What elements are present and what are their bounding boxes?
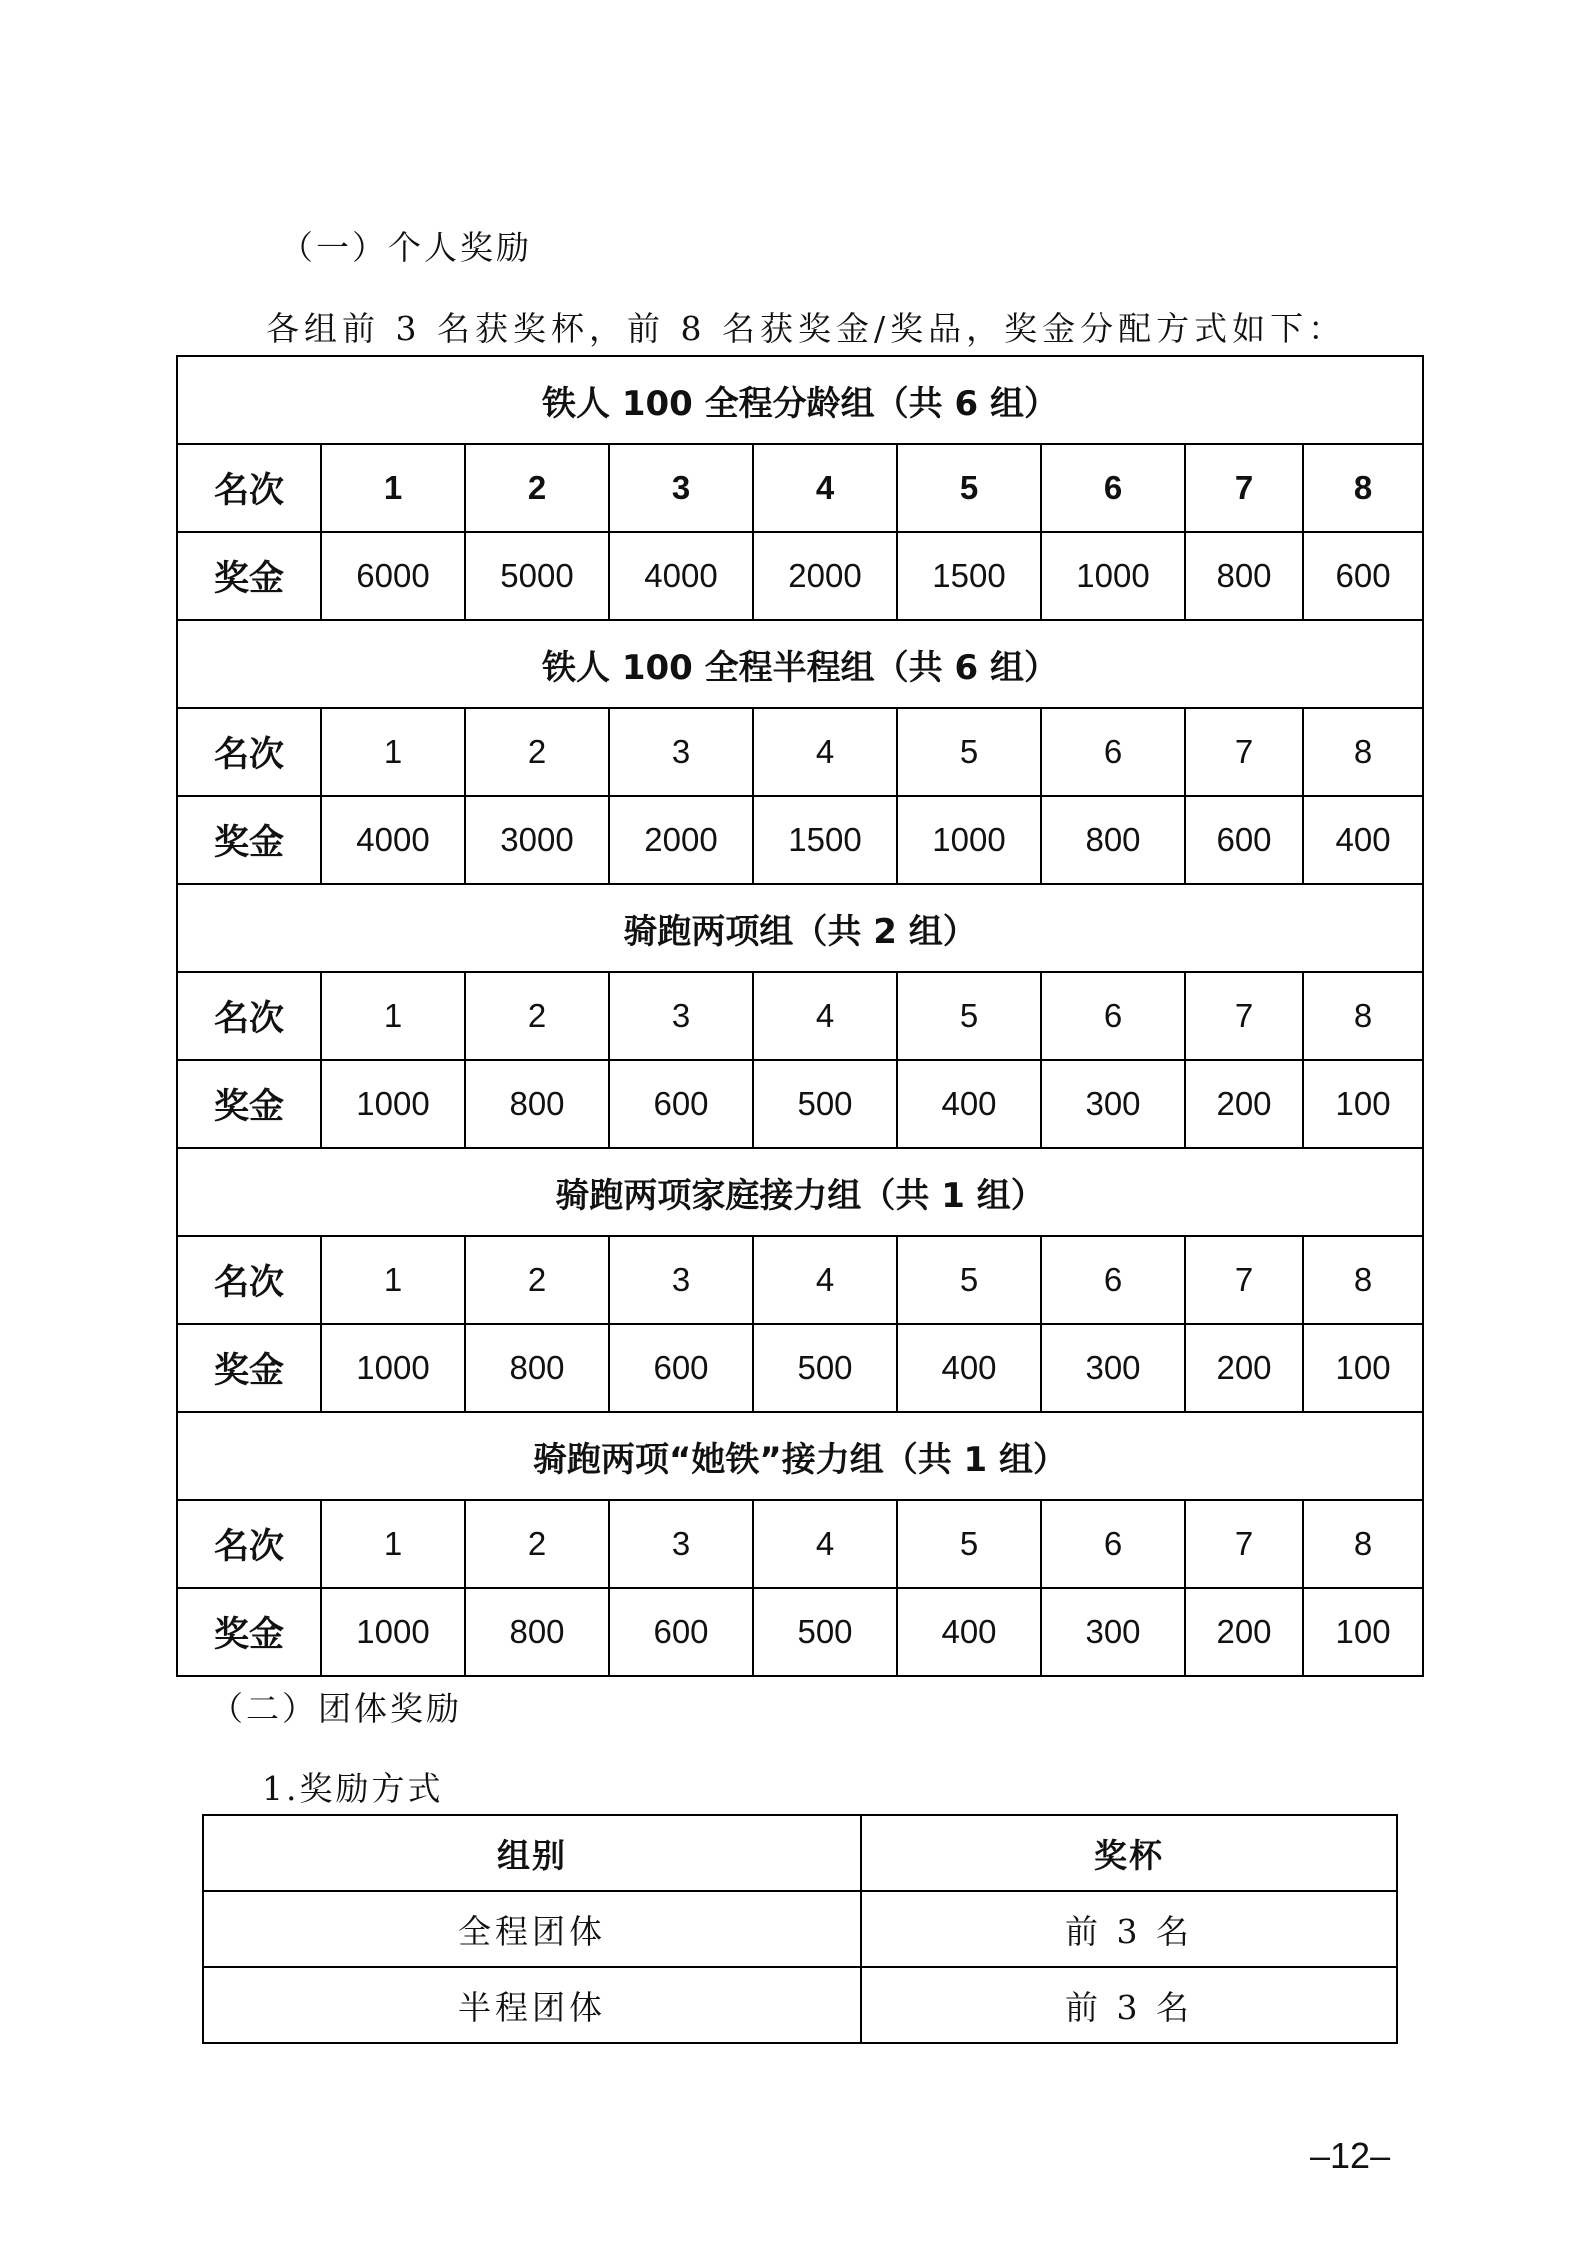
rank-cell: 2 <box>465 1500 609 1588</box>
group-title: 骑跑两项组（共 2 组） <box>177 884 1423 972</box>
team-cell: 半程团体 <box>203 1967 861 2043</box>
group-title: 骑跑两项“她铁”接力组（共 1 组） <box>177 1412 1423 1500</box>
prize-row <box>177 796 1423 884</box>
prize-cell: 5000 <box>465 532 609 620</box>
prize-cell: 800 <box>465 1324 609 1412</box>
prize-label: 奖金 <box>177 1324 321 1412</box>
team-table-body <box>203 1815 1397 2043</box>
rank-cell: 6 <box>1041 708 1185 796</box>
prize-cell: 500 <box>753 1324 897 1412</box>
section2-subheading: 1.奖励方式 <box>262 1769 444 1808</box>
prize-cell: 600 <box>609 1324 753 1412</box>
rank-cell: 2 <box>465 444 609 532</box>
group-title-row <box>177 1148 1423 1236</box>
rank-cell: 2 <box>465 708 609 796</box>
rank-cell: 6 <box>1041 1500 1185 1588</box>
prize-cell: 200 <box>1185 1060 1303 1148</box>
individual-prize-table <box>176 355 1424 1677</box>
rank-cell: 8 <box>1303 972 1423 1060</box>
rank-cell: 7 <box>1185 708 1303 796</box>
prize-label: 奖金 <box>177 532 321 620</box>
prize-cell: 300 <box>1041 1588 1185 1676</box>
rank-cell: 8 <box>1303 1500 1423 1588</box>
prize-cell: 600 <box>1185 796 1303 884</box>
prize-row <box>177 532 1423 620</box>
rank-cell: 4 <box>753 1236 897 1324</box>
team-cell: 前 3 名 <box>861 1967 1397 2043</box>
rank-cell: 3 <box>609 1500 753 1588</box>
prize-cell: 1000 <box>321 1060 465 1148</box>
group-title: 铁人 100 全程半程组（共 6 组） <box>177 620 1423 708</box>
rank-label: 名次 <box>177 708 321 796</box>
prize-cell: 800 <box>1041 796 1185 884</box>
rank-cell: 1 <box>321 444 465 532</box>
rank-cell: 7 <box>1185 1500 1303 1588</box>
prize-row <box>177 1324 1423 1412</box>
team-row <box>203 1967 1397 2043</box>
rank-cell: 4 <box>753 972 897 1060</box>
prize-cell: 6000 <box>321 532 465 620</box>
rank-row <box>177 444 1423 532</box>
team-cell: 全程团体 <box>203 1891 861 1967</box>
team-cell: 前 3 名 <box>861 1891 1397 1967</box>
page-number: –12– <box>1310 2135 1391 2176</box>
rank-cell: 8 <box>1303 444 1423 532</box>
group-title-row <box>177 884 1423 972</box>
team-header-row <box>203 1815 1397 1891</box>
prize-table-body <box>177 356 1423 1676</box>
group-title-row <box>177 356 1423 444</box>
rank-cell: 5 <box>897 1500 1041 1588</box>
group-title: 铁人 100 全程分龄组（共 6 组） <box>177 356 1423 444</box>
prize-cell: 4000 <box>609 532 753 620</box>
prize-label: 奖金 <box>177 1588 321 1676</box>
prize-cell: 800 <box>1185 532 1303 620</box>
section1-heading: （一）个人奖励 <box>280 228 532 267</box>
prize-cell: 1500 <box>897 532 1041 620</box>
prize-label: 奖金 <box>177 1060 321 1148</box>
prize-cell: 200 <box>1185 1324 1303 1412</box>
rank-cell: 5 <box>897 1236 1041 1324</box>
team-header-cell: 组别 <box>203 1815 861 1891</box>
rank-cell: 8 <box>1303 1236 1423 1324</box>
rank-cell: 1 <box>321 1236 465 1324</box>
prize-cell: 100 <box>1303 1324 1423 1412</box>
prize-cell: 600 <box>609 1588 753 1676</box>
prize-cell: 100 <box>1303 1588 1423 1676</box>
prize-cell: 800 <box>465 1588 609 1676</box>
rank-cell: 7 <box>1185 444 1303 532</box>
rank-label: 名次 <box>177 972 321 1060</box>
rank-label: 名次 <box>177 1236 321 1324</box>
prize-cell: 500 <box>753 1060 897 1148</box>
prize-cell: 400 <box>897 1324 1041 1412</box>
prize-cell: 1000 <box>321 1324 465 1412</box>
group-title: 骑跑两项家庭接力组（共 1 组） <box>177 1148 1423 1236</box>
team-row <box>203 1891 1397 1967</box>
section1-intro: 各组前 3 名获奖杯，前 8 名获奖金/奖品，奖金分配方式如下： <box>266 309 1347 348</box>
rank-cell: 5 <box>897 708 1041 796</box>
rank-cell: 5 <box>897 972 1041 1060</box>
prize-cell: 3000 <box>465 796 609 884</box>
prize-cell: 1500 <box>753 796 897 884</box>
prize-cell: 1000 <box>321 1588 465 1676</box>
rank-cell: 6 <box>1041 444 1185 532</box>
prize-cell: 400 <box>897 1060 1041 1148</box>
prize-cell: 300 <box>1041 1060 1185 1148</box>
rank-cell: 8 <box>1303 708 1423 796</box>
rank-cell: 1 <box>321 708 465 796</box>
prize-label: 奖金 <box>177 796 321 884</box>
prize-cell: 2000 <box>609 796 753 884</box>
rank-row <box>177 1500 1423 1588</box>
prize-cell: 100 <box>1303 1060 1423 1148</box>
prize-cell: 2000 <box>753 532 897 620</box>
prize-cell: 1000 <box>897 796 1041 884</box>
prize-row <box>177 1588 1423 1676</box>
prize-cell: 400 <box>897 1588 1041 1676</box>
rank-cell: 4 <box>753 708 897 796</box>
rank-cell: 4 <box>753 444 897 532</box>
prize-cell: 800 <box>465 1060 609 1148</box>
prize-cell: 300 <box>1041 1324 1185 1412</box>
rank-row <box>177 708 1423 796</box>
rank-label: 名次 <box>177 1500 321 1588</box>
rank-label: 名次 <box>177 444 321 532</box>
rank-cell: 6 <box>1041 972 1185 1060</box>
rank-cell: 3 <box>609 708 753 796</box>
rank-cell: 3 <box>609 972 753 1060</box>
prize-cell: 600 <box>1303 532 1423 620</box>
prize-cell: 500 <box>753 1588 897 1676</box>
rank-row <box>177 1236 1423 1324</box>
rank-cell: 1 <box>321 972 465 1060</box>
prize-cell: 4000 <box>321 796 465 884</box>
rank-cell: 7 <box>1185 972 1303 1060</box>
rank-cell: 6 <box>1041 1236 1185 1324</box>
prize-cell: 200 <box>1185 1588 1303 1676</box>
rank-cell: 7 <box>1185 1236 1303 1324</box>
prize-cell: 1000 <box>1041 532 1185 620</box>
rank-cell: 2 <box>465 972 609 1060</box>
rank-cell: 1 <box>321 1500 465 1588</box>
team-header-cell: 奖杯 <box>861 1815 1397 1891</box>
group-title-row <box>177 1412 1423 1500</box>
section2-heading: （二）团体奖励 <box>210 1689 462 1728</box>
rank-row <box>177 972 1423 1060</box>
rank-cell: 3 <box>609 444 753 532</box>
prize-cell: 400 <box>1303 796 1423 884</box>
rank-cell: 5 <box>897 444 1041 532</box>
prize-cell: 600 <box>609 1060 753 1148</box>
rank-cell: 2 <box>465 1236 609 1324</box>
group-title-row <box>177 620 1423 708</box>
prize-row <box>177 1060 1423 1148</box>
rank-cell: 4 <box>753 1500 897 1588</box>
team-award-table <box>202 1814 1398 2044</box>
rank-cell: 3 <box>609 1236 753 1324</box>
